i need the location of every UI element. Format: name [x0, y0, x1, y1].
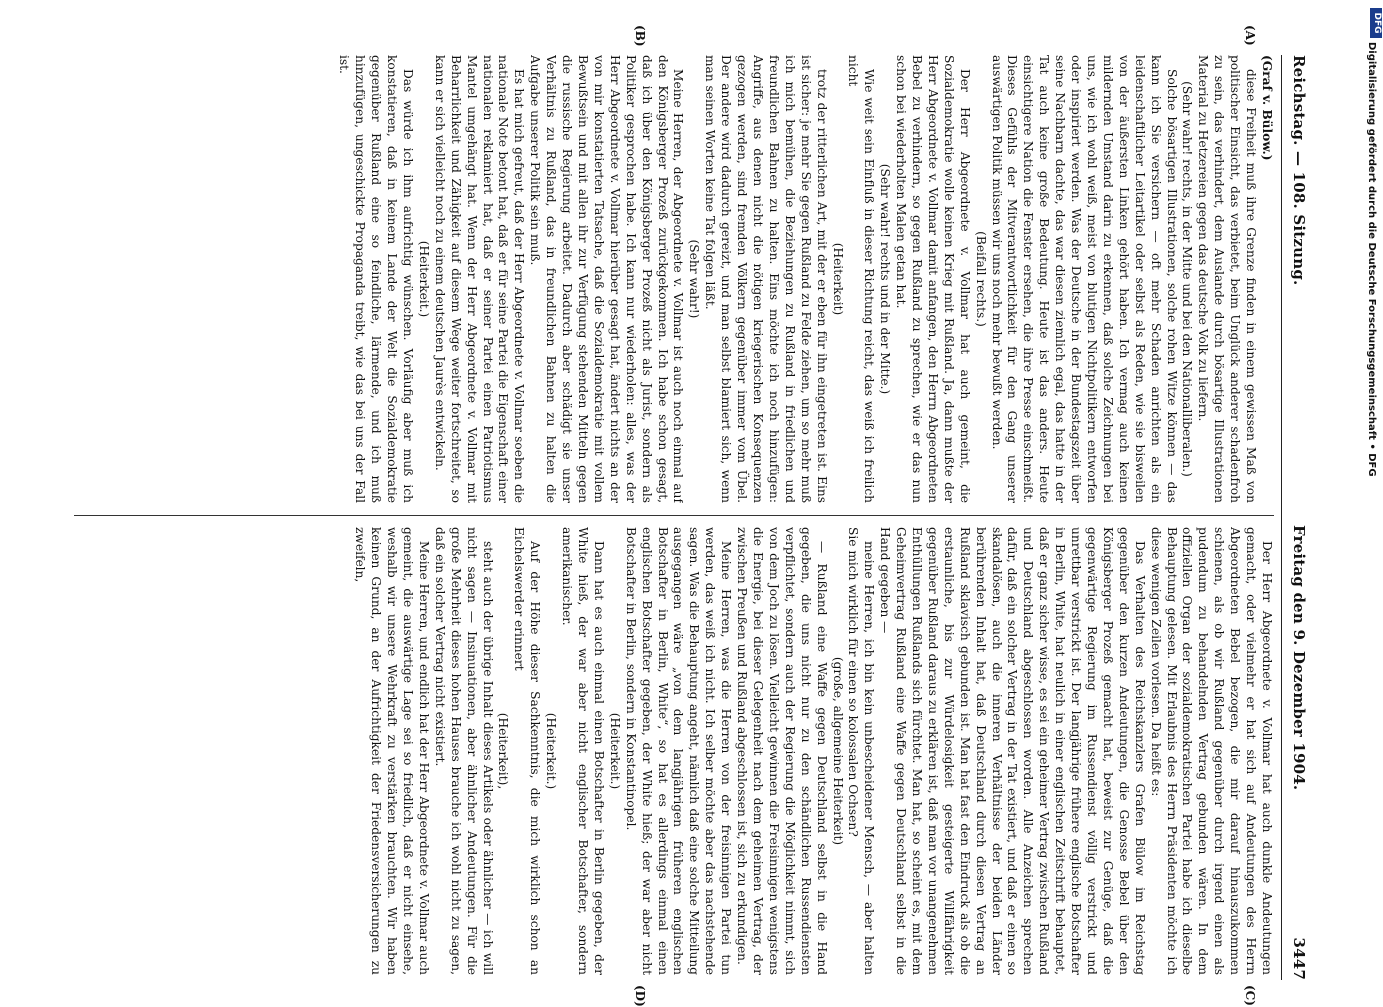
interjection: (Heiterkeit),: [496, 712, 511, 790]
interjection: (Heiterkeit.): [416, 240, 431, 318]
interjection: (Heiterkeit.): [544, 712, 559, 790]
margin-letter-b: (B): [633, 25, 647, 47]
paragraph: Auf der Höhe dieser Sachkenntnis, die mich wirklich schon an Eichelswerder erinnert: [512, 527, 543, 975]
left-column: [74, 55, 1274, 503]
interjection: (Heiterkeit): [830, 242, 845, 316]
paragraph: Solche bösartigen Illustrationen, solche rohen Witze können — das kann ich Sie versichern — oft mehr Schaden anrichten als ein leidenschaftlicher Leitartikel oder selbst als Reden, wie sie bisweilen von der äußersten Linken gehört haben. Ich vermag auch keinen mildernden Umstand darin zu erkennen, daß solche Zeichnungen bei uns, wie ich wohl weiß, meist von blutigen Nichtpolitikern entworfen oder inspiriert werden. Was der Deutsche in der Bundestagszeit über seine Nachbarn dachte, das war diesen ziemlich egal, das hatte in der Tat auch keine große Bedeutung. Heute ist das anders. Heute einsichtigere Nation die Fenster ersehen, die ihre Presse einschmeißt. Dieses Gefühls der Mitverantwortlichkeit für den Gang unserer auswärtigen Politik müssen wir uns noch mehr bewußt werden.: [989, 55, 1179, 503]
paragraph: meine Herren, ich bin kein unbescheidener Mensch, — aber halten Sie mich wirklich für einen so kolossalen Ochsen?: [846, 527, 877, 975]
margin-letter-a: (A): [1243, 25, 1257, 46]
interjection: (Beifall rechts.): [973, 231, 988, 327]
interjection: (Sehr wahr! rechts und in der Mitte.): [878, 163, 893, 395]
margin-letter-d: (D): [633, 985, 647, 1007]
paragraph: Der Herr Abgeordnete v. Vollmar hat auch gemeint, die Sozialdemokratie wolle keinen Krieg mit Rußland. Ja, dann mußte der Herr Abgeordnete v. Vollmar damit anfangen, den Herrn Abgeordneten Bebel zu verhindern, so gegen Rußland zu sprechen, wie er das nun schon bei wiederholten Malen getan hat.: [894, 55, 972, 503]
paragraph: Das Verhalten des Reichskanzlers Grafen Bülow im Reichstag gegenüber den kurzen Andeutungen, die Genosse Bebel über den Königsberger Prozeß gemacht hat, beweist zur Genüge, daß die gegenwärtige Regierung im Russendienst völlig verstrickt und unrettbar verstrickt ist. Der langjährige frühere englische Botschafter in Berlin, White, hat neulich in einer englischen Zeitschrift behauptet, daß er ganz sicher wisse, es sei ein geheimer Vertrag zwischen Rußland und Deutschland abgeschlossen worden. Alle Anzeichen sprechen dafür, daß ein solcher Vertrag in der Tat existiert, und daß er einen so skandalösen, auch die inneren Verhältnisse der beiden Länder berührenden Inhalt hat, daß Deutschland durch diesen Vertrag an Rußland sklavisch gebunden ist. Man hat fast den Eindruck als ob die erstaunliche, bis zur Würdelosigkeit gesteigerte Willfährigkeit gegenüber Rußland daraus zu erklären ist, daß man vor unangenehmen Enthüllungen Rußlands sich fürchtet. Man hat, so scheint es, mit dem Geheimvertrag Rußland eine Waffe gegen Deutschland selbst in die Hand gegeben —: [878, 527, 1147, 975]
interjection: (große, allgemeine Heiterkeit): [830, 656, 845, 846]
paragraph: Es hat mich gefreut, daß der Herr Abgeordnete v. Vollmar soeben die nationale Note betont hat, daß er für seine Partei die Eigenschaft einer nationalen reklamiert hat, daß er seiner Partei einen Patriotismus Mantel umgehängt hat. Wenn der Herr Abgeordnete v. Vollmar mit Beharrlichkeit und Zähigkeit auf diesem Wege weiter fortschreitet, so kann er sich vielleicht noch zu einem deutschen Jaurès entwickeln.: [432, 55, 527, 503]
column-divider: [74, 515, 1274, 516]
margin-letter-c: (C): [1243, 985, 1257, 1006]
speaker-label: (Graf v. Bülow.): [1260, 55, 1274, 161]
paragraph: Meine Herren, der Abgeordnete v. Vollmar ist auch noch einmal auf den Königsberger Prozeß zurückgekommen. Ich habe schon gesagt, daß ich über den Königsberger Prozeß nicht als Jurist, sondern als Politiker gesprochen habe. Ich kann nur wiederholen: alles, was der Herr Abgeordnete v. Vollmar hierüber gesagt hat, ändert nichts an der von mir konstatierten Tatsache, daß die Sozialdemokratie mit vollem Bewußtsein und mit allen ihr zur Verfügung stehenden Mitteln gegen die russische Regierung arbeitet. Dadurch aber schädigt sie unser Verhältnis zu Rußland, das in freundlichen Bahnen zu halten die Aufgabe unserer Politik sein muß.: [528, 55, 686, 503]
header-date: Freitag den 9. Dezember 1904.: [1290, 525, 1308, 791]
paragraph: — Rußland eine Waffe gegen Deutschland selbst in die Hand gegeben, die uns nicht nur zu den schändlichen Russendiensten verpflichtet, sondern auch der Regierung die Möglichkeit nimmt, sich von dem Joch zu lösen. Vielleicht gewinnen die Freisinnigen wenigstens die Energie, bei dieser Gelegenheit nach dem geheimen Vertrag, der zwischen Preußen und Rußland abgeschlossen ist, sich zu erkundigen.: [735, 527, 829, 975]
paragraph: Wie weit sein Einfluß in dieser Richtung reicht, das weiß ich freilich nicht: [846, 55, 877, 503]
paragraph: Dann hat es auch einmal einen Botschafter in Berlin gegeben, der White hieß, der war aber nicht englischer Botschafter, sondern amerikanischer.: [560, 527, 606, 975]
dfg-logo: DFG: [1370, 8, 1382, 38]
header-rule: [1281, 55, 1282, 980]
page-header: [1284, 55, 1312, 980]
interjection: (Sehr wahr! rechts, in der Mitte und bei den Nationalliberalen.): [1180, 81, 1195, 477]
paragraph: Meine Herren, und endlich hat der Herr Abgeordnete v. Vollmar auch gemeint, die auswärtige Lage sei so friedlich, daß er nicht einsehe, weshalb wir unsere Wehrkraft zu verstärken brauchten. Wir haben keinen Grund, an der Aufrichtigkeit der Friedensversicherungen zu zweifeln,: [353, 527, 431, 975]
page-number: 3447: [1290, 937, 1308, 980]
header-left: Reichstag. — 108. Sitzung.: [1290, 55, 1308, 286]
scanned-page: [62, 25, 1312, 1007]
paragraph: trotz der ritterlichen Art, mit der er eben für ihn eingetreten ist. Eins ist sicher: je mehr Sie gegen Rußland zu Felde ziehen, um so mehr muß ich mich bemühen, die Beziehungen zu Rußland in friedlichen und freundlichen Bahnen zu halten. Eins möchte ich noch hinzufügen: Angriffe, aus denen nicht die nötigen kriegerischen Konsequenzen gezogen werden, sind fremden Völkern gegenüber immer vom Übel. Der andere wird dadurch gereizt, und man selbst blamiert sich, wenn man seinen Worten keine Tat folgen läßt.: [703, 55, 829, 503]
paragraph: Das würde ich ihm aufrichtig wünschen. Vorläufig aber muß ich konstatieren, daß in keinem Lande der Welt die Sozialdemokratie gegenüber Rußland eine so feindliche, lärmende, und ich muß hinzufügen, ungeschickte Propaganda treibt, wie das bei uns der Fall ist.: [337, 55, 416, 503]
paragraph: Der Herr Abgeordnete v. Vollmar hat auch dunkle Andeutungen gemacht, oder vielmehr er hat sich auf Andeutungen des Herrn Abgeordneten Bebel bezogen, die mir darauf hinauszukommen schienen, als ob wir Rußland gegenüber durch irgend einen als pudendum zu behandelnden Vertrag gebunden wären. In dem offiziellen Organ der sozialdemokratischen Partei habe ich dieselbe Behauptung gelesen. Mit Erlaubnis des Herrn Präsidenten möchte ich diese wenigen Zeilen vorlesen. Da heißt es:: [1148, 527, 1274, 975]
interjection: (Sehr wahr!): [687, 239, 702, 319]
interjection: (Heiterkeit.): [607, 712, 622, 790]
paragraph: diese Freiheit muß ihre Grenze finden in einem gewissen Maß von politischer Einsicht, das verbietet, beim Unglück anderer schadenfroh zu sein, das verhindert, dem Auslande durch bösartige Illustrationen Material zu Hetzereien gegen das deutsche Volk zu liefern.: [1196, 55, 1259, 503]
paragraph: Meine Herren, was die Herren von der freisinnigen Partei tun werden, das weiß ich nicht. Ich selber möchte aber das nachstehende sagen. Was die Behauptung angeht, nämlich daß eine solche Mitteilung ausgegangen wäre „von dem langjährigen früheren englischen Botschafter in Berlin, White“, so hat es allerdings einmal einen englischen Botschafter gegeben, der White hieß; der war aber nicht Botschafter in Berlin, sondern in Konstantinopel.: [623, 527, 734, 975]
right-column: [74, 527, 1274, 975]
digitization-credit: Digitalisierung gefördert durch die Deutsche Forschungsgemeinschaft • DFG: [1366, 42, 1377, 477]
paragraph: steht auch der übrige Inhalt dieses Artikels oder ähnlicher — ich will nicht sagen — Insinuationen, aber ähnlicher Andeutungen. Für die große Mehrheit dieses hohen Hauses brauche ich wohl nicht zu sagen, daß ein solcher Vertrag nicht existiert.: [432, 527, 495, 975]
